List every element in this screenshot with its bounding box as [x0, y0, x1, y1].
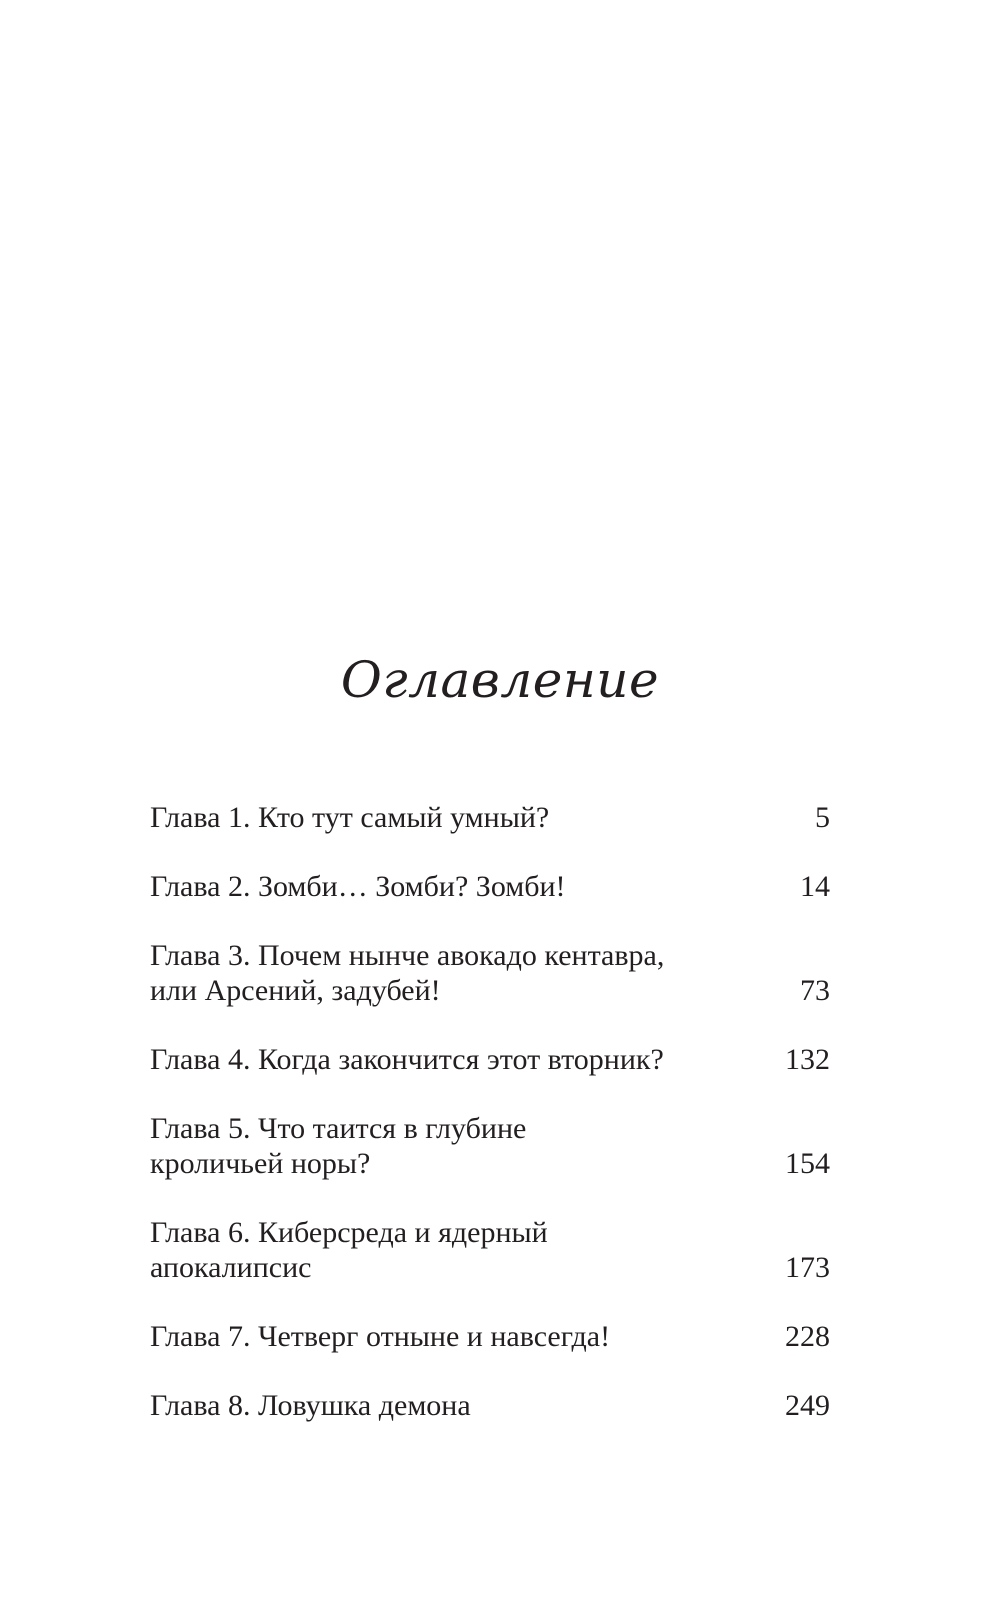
toc-entry-title-line: апокалипсис: [150, 1251, 312, 1284]
toc-entry-1: [150, 800, 830, 835]
toc-entry-title: [150, 800, 710, 835]
table-of-contents: [150, 800, 830, 1457]
toc-page-number: 173: [785, 1251, 830, 1284]
toc-entry-title-line: кроличьей норы?: [150, 1147, 371, 1180]
toc-entry-title-line: Глава 7. Четверг отныне и навсегда!: [150, 1320, 611, 1353]
toc-entry-title: [150, 938, 710, 1008]
toc-page-number: 228: [785, 1320, 830, 1353]
toc-entry-2: [150, 869, 830, 904]
page-title: Оглавление: [340, 651, 660, 709]
toc-entry-4: [150, 1042, 830, 1077]
toc-page-number: 154: [785, 1147, 830, 1180]
toc-entry-title: [150, 1388, 710, 1423]
toc-entry-title-line: Глава 6. Киберсреда и ядерный: [150, 1216, 548, 1249]
toc-entry-title: [150, 869, 710, 904]
toc-entry-title-line: Глава 8. Ловушка демона: [150, 1389, 471, 1422]
toc-entry-7: [150, 1319, 830, 1354]
toc-entry-title: [150, 1111, 710, 1181]
toc-entry-5: [150, 1111, 830, 1181]
toc-entry-title-line: или Арсений, задубей!: [150, 974, 441, 1007]
toc-entry-title-line: Глава 4. Когда закончится этот вторник?: [150, 1043, 664, 1076]
toc-entry-title-line: Глава 5. Что таится в глубине: [150, 1112, 527, 1145]
toc-entry-8: [150, 1388, 830, 1423]
toc-entry-title-line: Глава 2. Зомби… Зомби? Зомби!: [150, 870, 566, 903]
toc-page-number: 132: [785, 1043, 830, 1076]
toc-entry-title: [150, 1215, 710, 1285]
toc-entry-title-line: Глава 1. Кто тут самый умный?: [150, 801, 550, 834]
toc-entry-3: [150, 938, 830, 1008]
toc-entry-title-line: Глава 3. Почем нынче авокадо кентавра,: [150, 939, 665, 972]
toc-entry-title: [150, 1042, 710, 1077]
toc-page-number: 249: [785, 1389, 830, 1422]
toc-page-number: 73: [800, 974, 830, 1007]
toc-page-number: 14: [800, 870, 830, 903]
toc-entry-title: [150, 1319, 710, 1354]
toc-page-number: 5: [815, 801, 830, 834]
toc-entry-6: [150, 1215, 830, 1285]
